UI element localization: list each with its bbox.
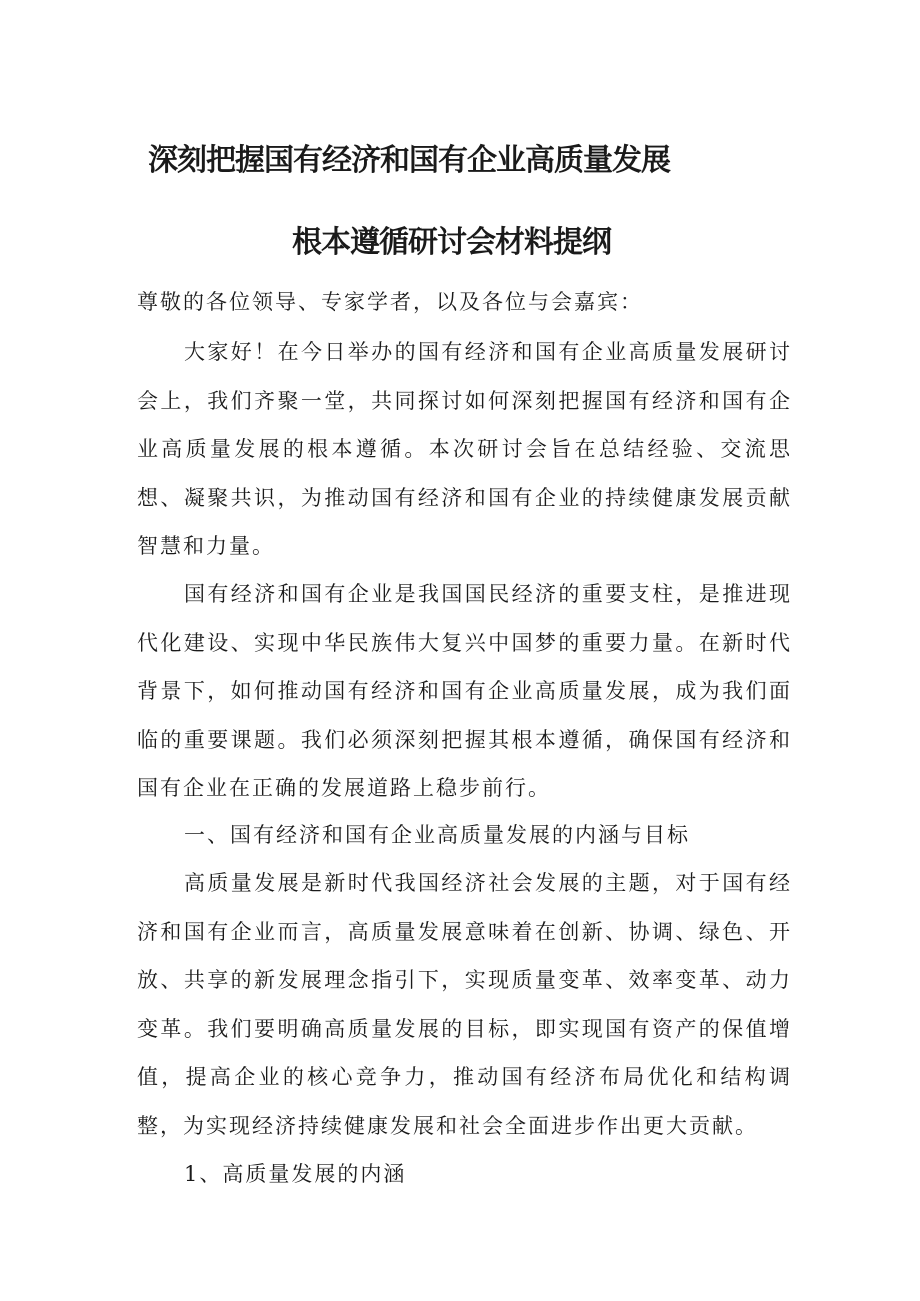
document-title-line-2: 根本遵循研讨会材料提纲 [292, 225, 611, 260]
section-paragraph: 高质量发展是新时代我国经济社会发展的主题，对于国有经济和国有企业而言，高质量发展意味着在创新、协调、绿色、开放、共享的新发展理念指引下，实现质量变革、效率变革、动力变革。我们要明确高质量发展的目标，即实现国有资产的保值增值，提高企业的核心竞争力，推动国有经济布局优化和结构调整，为实现经济持续健康发展和社会全面进步作出更大贡献。 [137, 871, 792, 1138]
subsection-heading: 1、高质量发展的内涵 [184, 1162, 407, 1186]
background-paragraph: 国有经济和国有企业是我国国民经济的重要支柱，是推进现代化建设、实现中华民族伟大复兴中国梦的重要力量。在新时代背景下，如何推动国有经济和国有企业高质量发展，成为我们面临的重要课题。我们必须深刻把握其根本遵循，确保国有经济和国有企业在正确的发展道路上稳步前行。 [137, 582, 792, 800]
section-heading: 一、国有经济和国有企业高质量发展的内涵与目标 [184, 823, 690, 847]
document-title-line-1: 深刻把握国有经济和国有企业高质量发展 [148, 143, 670, 178]
opening-paragraph: 大家好！在今日举办的国有经济和国有企业高质量发展研讨会上，我们齐聚一堂，共同探讨如何深刻把握国有经济和国有企业高质量发展的根本遵循。本次研讨会旨在总结经验、交流思想、凝聚共识，为推动国有经济和国有企业的持续健康发展贡献智慧和力量。 [137, 340, 792, 558]
greeting: 尊敬的各位领导、专家学者，以及各位与会嘉宾： [137, 290, 643, 314]
